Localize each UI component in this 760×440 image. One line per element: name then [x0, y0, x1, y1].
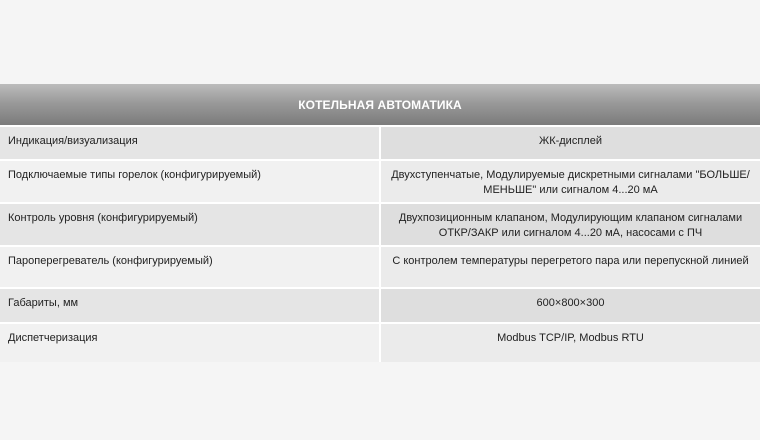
table-header-row [0, 84, 760, 126]
table-row [0, 203, 760, 246]
table-row [0, 246, 760, 288]
row-name: Диспетчеризация [0, 323, 380, 362]
table-row [0, 323, 760, 362]
table-row [0, 126, 760, 160]
row-name: Подключаемые типы горелок (конфигурируемый) [0, 160, 380, 203]
automation-spec-table [0, 84, 760, 362]
row-name: Индикация/визуализация [0, 126, 380, 160]
row-value: ЖК-дисплей [380, 126, 760, 160]
row-name: Контроль уровня (конфигурируемый) [0, 203, 380, 246]
row-value: Modbus TCP/IP, Modbus RTU [380, 323, 760, 362]
row-value: С контролем температуры перегретого пара или перепускной линией [380, 246, 760, 288]
table-title: КОТЕЛЬНАЯ АВТОМАТИКА [0, 84, 760, 126]
table-row [0, 288, 760, 323]
row-value: 600×800×300 [380, 288, 760, 323]
table-row [0, 160, 760, 203]
row-value: Двухпозиционным клапаном, Модулирующим клапаном сигналами ОТКР/ЗАКР или сигналом 4...20 мА, насосами с ПЧ [380, 203, 760, 246]
row-name: Габариты, мм [0, 288, 380, 323]
row-value: Двухступенчатые, Модулируемые дискретными сигналами "БОЛЬШЕ/МЕНЬШЕ" или сигналом 4...20 мА [380, 160, 760, 203]
row-name: Пароперегреватель (конфигурируемый) [0, 246, 380, 288]
